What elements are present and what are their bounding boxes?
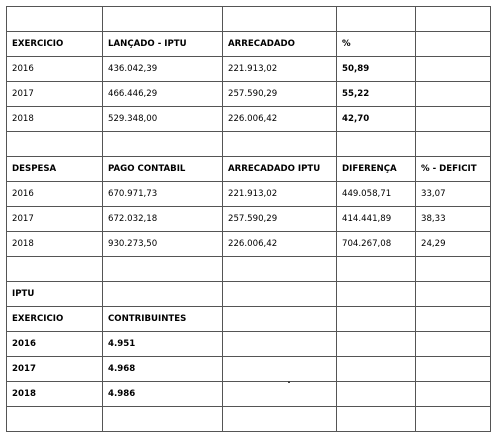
cell[interactable]: EXERCICIO: [7, 307, 103, 332]
cell[interactable]: [223, 257, 337, 282]
cell[interactable]: 2018: [7, 232, 103, 257]
spreadsheet-table: [6, 6, 491, 432]
cell[interactable]: [103, 257, 223, 282]
cell[interactable]: 2017: [7, 357, 103, 382]
cell[interactable]: [337, 357, 416, 382]
data-row: [7, 357, 491, 382]
cell[interactable]: 436.042,39: [103, 57, 223, 82]
blank-row: [7, 257, 491, 282]
cell[interactable]: ARRECADADO IPTU: [223, 157, 337, 182]
header-row: [7, 32, 491, 57]
cell[interactable]: [7, 132, 103, 157]
data-row: [7, 57, 491, 82]
cell[interactable]: 4.968: [103, 357, 223, 382]
cell[interactable]: 2016: [7, 182, 103, 207]
cell[interactable]: 33,07: [416, 182, 491, 207]
cell[interactable]: [223, 282, 337, 307]
cell[interactable]: LANÇADO - IPTU: [103, 32, 223, 57]
cell[interactable]: [223, 132, 337, 157]
cell[interactable]: [416, 407, 491, 432]
cell[interactable]: 221.913,02: [223, 182, 337, 207]
cell[interactable]: 50,89: [337, 57, 416, 82]
cell[interactable]: [416, 382, 491, 407]
cell[interactable]: [416, 282, 491, 307]
cell[interactable]: [7, 257, 103, 282]
cell[interactable]: 414.441,89: [337, 207, 416, 232]
spreadsheet-body: [7, 7, 491, 432]
cell[interactable]: 2017: [7, 207, 103, 232]
cell[interactable]: 38,33: [416, 207, 491, 232]
cell[interactable]: % - DEFICIT: [416, 157, 491, 182]
section-title-row: [7, 282, 491, 307]
cell[interactable]: [103, 132, 223, 157]
cell[interactable]: [337, 7, 416, 32]
cell[interactable]: ARRECADADO: [223, 32, 337, 57]
cell[interactable]: [7, 407, 103, 432]
cell[interactable]: DIFERENÇA: [337, 157, 416, 182]
cell[interactable]: [416, 57, 491, 82]
cell[interactable]: [223, 332, 337, 357]
cell[interactable]: [416, 257, 491, 282]
cell[interactable]: [7, 7, 103, 32]
cell[interactable]: 2016: [7, 57, 103, 82]
cell[interactable]: 4.951: [103, 332, 223, 357]
cell[interactable]: 2018: [7, 382, 103, 407]
cell[interactable]: [337, 282, 416, 307]
blank-row: [7, 407, 491, 432]
header-row: [7, 307, 491, 332]
blank-row: [7, 7, 491, 32]
cell[interactable]: [103, 407, 223, 432]
blank-row: [7, 132, 491, 157]
cell[interactable]: 930.273,50: [103, 232, 223, 257]
data-row: [7, 332, 491, 357]
cell[interactable]: 2017: [7, 82, 103, 107]
cell[interactable]: [103, 282, 223, 307]
cell[interactable]: [416, 32, 491, 57]
cell[interactable]: DESPESA: [7, 157, 103, 182]
cell[interactable]: 672.032,18: [103, 207, 223, 232]
cell[interactable]: 4.986: [103, 382, 223, 407]
cell[interactable]: [416, 307, 491, 332]
cell[interactable]: %: [337, 32, 416, 57]
cell[interactable]: [337, 307, 416, 332]
data-row: [7, 182, 491, 207]
cell[interactable]: [223, 307, 337, 332]
cell[interactable]: [223, 407, 337, 432]
cell[interactable]: 466.446,29: [103, 82, 223, 107]
cell[interactable]: [337, 407, 416, 432]
lower-border-edge: [6, 416, 7, 429]
cell[interactable]: [416, 82, 491, 107]
cell[interactable]: 2016: [7, 332, 103, 357]
cell[interactable]: [416, 132, 491, 157]
data-row: [7, 82, 491, 107]
cell[interactable]: [337, 257, 416, 282]
data-row: [7, 107, 491, 132]
cell[interactable]: [103, 7, 223, 32]
cell[interactable]: 670.971,73: [103, 182, 223, 207]
cell[interactable]: 2018: [7, 107, 103, 132]
cell[interactable]: CONTRIBUINTES: [103, 307, 223, 332]
cell[interactable]: EXERCICIO: [7, 32, 103, 57]
cell[interactable]: [416, 357, 491, 382]
cell[interactable]: 24,29: [416, 232, 491, 257]
cell[interactable]: [416, 7, 491, 32]
cell[interactable]: [223, 357, 337, 382]
data-row: [7, 207, 491, 232]
cell[interactable]: [337, 382, 416, 407]
cell[interactable]: 529.348,00: [103, 107, 223, 132]
cell[interactable]: IPTU: [7, 282, 103, 307]
cell[interactable]: 449.058,71: [337, 182, 416, 207]
cell[interactable]: [223, 382, 337, 407]
cell[interactable]: [416, 332, 491, 357]
cell[interactable]: 221.913,02: [223, 57, 337, 82]
cell[interactable]: [337, 332, 416, 357]
cell[interactable]: 55,22: [337, 82, 416, 107]
cell[interactable]: [337, 132, 416, 157]
cell[interactable]: 257.590,29: [223, 82, 337, 107]
cell[interactable]: 704.267,08: [337, 232, 416, 257]
cell[interactable]: PAGO CONTABIL: [103, 157, 223, 182]
cell[interactable]: [416, 107, 491, 132]
cell[interactable]: 226.006,42: [223, 107, 337, 132]
data-row: [7, 232, 491, 257]
header-row: [7, 157, 491, 182]
cell[interactable]: [223, 7, 337, 32]
cell[interactable]: 257.590,29: [223, 207, 337, 232]
cell[interactable]: 226.006,42: [223, 232, 337, 257]
stray-mark: [288, 381, 290, 383]
cell[interactable]: 42,70: [337, 107, 416, 132]
data-row: [7, 382, 491, 407]
